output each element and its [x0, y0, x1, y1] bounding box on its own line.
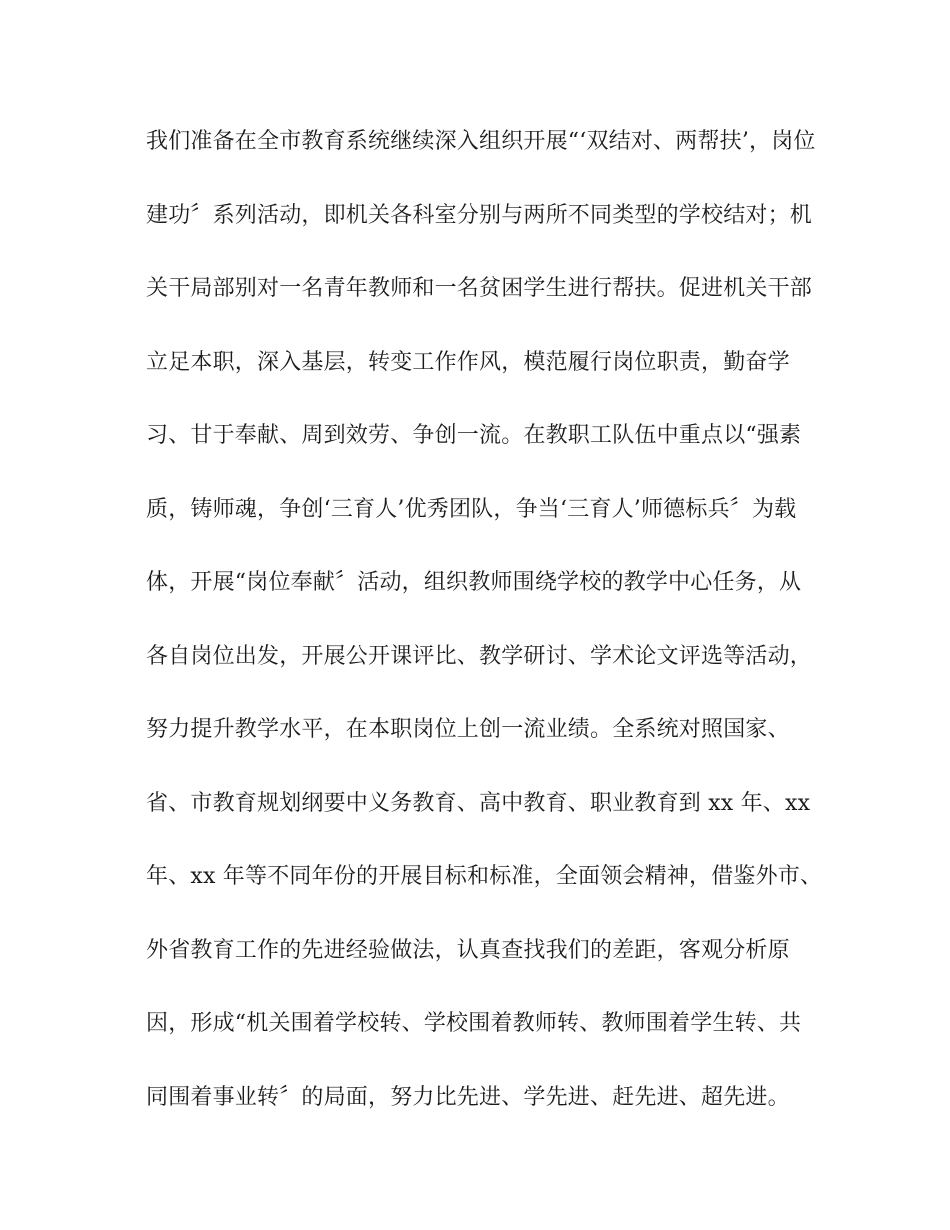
paragraph-line-12: 外省教育工作的先进经验做法，认真查找我们的差距，客观分析原 — [146, 937, 790, 963]
paragraph-line-2: 建功〞系列活动，即机关各科室分别与两所不同类型的学校结对；机 — [146, 202, 813, 228]
paragraph-line-10: 省、市教育规划纲要中义务教育、高中教育、职业教育到 xx 年、xx — [146, 790, 811, 816]
paragraph-line-6: 质，铸师魂，争创‘三育人’优秀团队，争当‘三育人’师德标兵〞为载 — [146, 496, 797, 522]
paragraph-line-1: 我们准备在全市教育系统继续深入组织开展“‘双结对、两帮扶’，岗位 — [146, 129, 816, 154]
paragraph-line-11: 年、xx 年等不同年份的开展目标和标准，全面领会精神，借鉴外市、 — [146, 864, 823, 889]
paragraph-line-9: 努力提升教学水平，在本职岗位上创一流业绩。全系统对照国家、 — [146, 717, 790, 742]
body-paragraph — [146, 122, 826, 1151]
paragraph-line-8: 各自岗位出发，开展公开课评比、教学研讨、学术论文评选等活动， — [146, 643, 813, 669]
paragraph-line-4: 立足本职，深入基层，转变工作作风，模范履行岗位职责，勤奋学 — [146, 349, 790, 375]
paragraph-line-3: 关干局部别对一名青年教师和一名贫困学生进行帮扶。促进机关干部 — [146, 276, 813, 301]
paragraph-line-13: 因，形成“机关围着学校转、学校围着教师转、教师围着学生转、共 — [146, 1011, 802, 1036]
paragraph-line-7: 体，开展“岗位奉献〞活动，组织教师围绕学校的教学中心任务，从 — [146, 570, 802, 595]
paragraph-line-14: 同围着事业转〞的局面，努力比先进、学先进、赶先进、超先进。 — [146, 1084, 790, 1110]
paragraph-line-5: 习、甘于奉献、周到效劳、争创一流。在教职工队伍中重点以“强素 — [146, 423, 802, 448]
